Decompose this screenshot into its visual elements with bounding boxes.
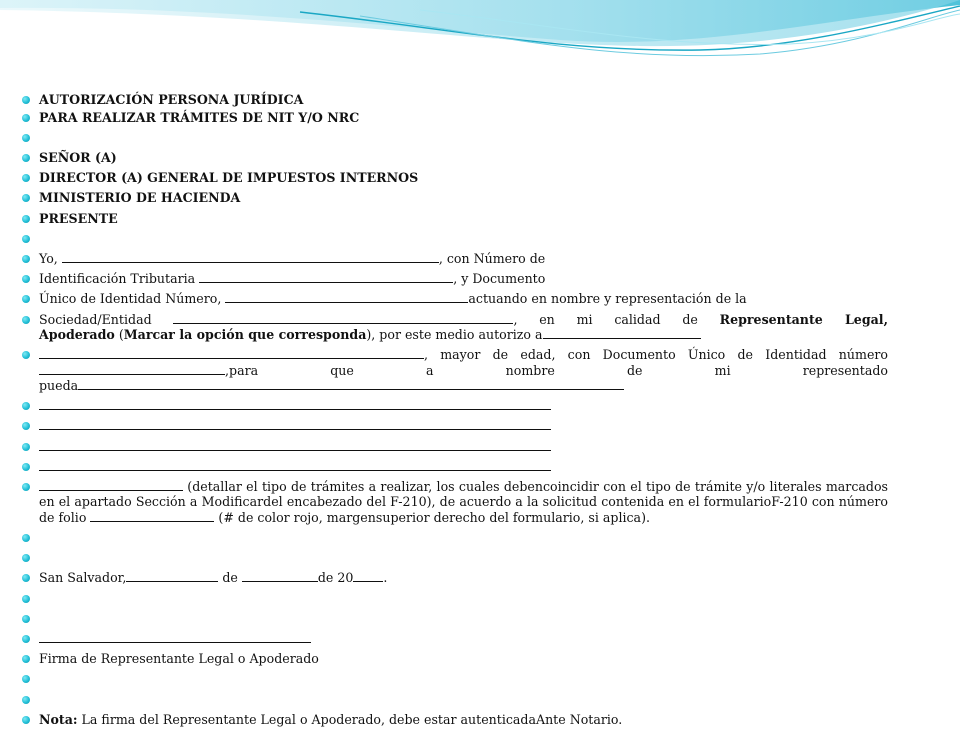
- paragraph-detallar: (detallar el tipo de trámites a realizar, los cuales debencoincidir con el tipo de trámite y/o literales marcados en el apartado Sección a Modificardel encabezado del F-210), de acuerdo a la solicitud contenida en el formularioF-210 con número de folio (# de color rojo, margensuperior derecho del formulario, si aplica).: [22, 479, 888, 525]
- bullet-icon: [22, 574, 30, 582]
- mayor-edad-line-1: , mayor de edad, con Documento Único de Identidad número: [39, 347, 888, 362]
- sociedad-line-2: Apoderado (Marcar la opción que corresponda), por este medio autorizo a: [39, 327, 888, 342]
- header-wave-decoration: [0, 0, 960, 90]
- blank-year: [353, 571, 383, 582]
- addressee-line-2: DIRECTOR (A) GENERAL DE IMPUESTOS INTERNOS: [22, 170, 888, 185]
- bullet-icon: [22, 174, 30, 182]
- note-line: Nota: La firma del Representante Legal o Apoderado, debe estar autenticadaAnte Notario.: [22, 712, 888, 727]
- mayor-edad-line-2: ,para que a nombre de mi representado: [39, 363, 888, 378]
- blank-folio-number: [90, 511, 214, 522]
- empty-line: [22, 130, 888, 145]
- empty-line: [22, 591, 888, 606]
- bullet-icon: [22, 443, 30, 451]
- addressee-line-1: SEÑOR (A): [22, 150, 888, 165]
- signature-label-row: Firma de Representante Legal o Apoderado: [22, 651, 888, 666]
- blank-day: [126, 571, 218, 582]
- bullet-icon: [22, 351, 30, 359]
- addressee-line-4: PRESENTE: [22, 211, 888, 226]
- bullet-icon: [22, 255, 30, 263]
- bullet-icon: [22, 554, 30, 562]
- bullet-icon: [22, 595, 30, 603]
- blank-authorized-person: [543, 328, 701, 339]
- blank-full-line: [39, 459, 551, 471]
- sociedad-line-1: Sociedad/Entidad , en mi calidad de Representante Legal,: [39, 311, 888, 327]
- signature-line: [39, 631, 311, 643]
- blank-name: [62, 252, 439, 263]
- blank-full-line: [39, 418, 551, 430]
- paragraph-mayor-edad: [22, 347, 888, 393]
- empty-line: [22, 611, 888, 626]
- bullet-icon: [22, 235, 30, 243]
- bullet-icon: [22, 483, 30, 491]
- blank-full-line: [39, 398, 551, 410]
- bullet-icon: [22, 295, 30, 303]
- blank-line-row: [22, 439, 888, 454]
- title-line-1: AUTORIZACIÓN PERSONA JURÍDICA: [22, 92, 888, 107]
- bullet-icon: [22, 316, 30, 324]
- mayor-edad-line-3: pueda: [39, 378, 888, 393]
- blank-authorized-name: [39, 348, 424, 359]
- blank-entity: [173, 313, 513, 324]
- blank-line-row: [22, 459, 888, 474]
- paragraph-sociedad: [22, 312, 888, 343]
- bullet-icon: [22, 194, 30, 202]
- paragraph-dui: Único de Identidad Número, actuando en nombre y representación de la: [22, 291, 888, 306]
- blank-full-line: [39, 439, 551, 451]
- paragraph-yo: Yo, , con Número de: [22, 251, 888, 266]
- blank-nit: [199, 272, 453, 283]
- blank-line-row: [22, 418, 888, 433]
- empty-line: [22, 550, 888, 565]
- blank-procedures: [78, 379, 624, 390]
- bullet-icon: [22, 635, 30, 643]
- signature-line-row: [22, 631, 888, 646]
- blank-month: [242, 571, 318, 582]
- empty-line: [22, 530, 888, 545]
- bullet-icon: [22, 402, 30, 410]
- bullet-icon: [22, 463, 30, 471]
- empty-line: [22, 671, 888, 686]
- blank-procedure-type: [39, 480, 183, 491]
- place-date-line: San Salvador, de de 20 .: [22, 570, 888, 585]
- blank-dui: [225, 292, 468, 303]
- bullet-icon: [22, 134, 30, 142]
- bullet-icon: [22, 215, 30, 223]
- blank-line-row: [22, 398, 888, 413]
- empty-line: [22, 692, 888, 707]
- bullet-icon: [22, 675, 30, 683]
- bullet-icon: [22, 275, 30, 283]
- title-line-2: PARA REALIZAR TRÁMITES DE NIT Y/O NRC: [22, 110, 888, 125]
- bullet-icon: [22, 154, 30, 162]
- addressee-line-3: MINISTERIO DE HACIENDA: [22, 190, 888, 205]
- slide-content: [22, 92, 888, 732]
- bullet-icon: [22, 655, 30, 663]
- bullet-icon: [22, 114, 30, 122]
- bullet-icon: [22, 615, 30, 623]
- paragraph-nit: Identificación Tributaria , y Documento: [22, 271, 888, 286]
- empty-line: [22, 231, 888, 246]
- bullet-icon: [22, 422, 30, 430]
- blank-authorized-dui: [39, 364, 225, 375]
- bullet-icon: [22, 96, 30, 104]
- bullet-icon: [22, 696, 30, 704]
- bullet-icon: [22, 534, 30, 542]
